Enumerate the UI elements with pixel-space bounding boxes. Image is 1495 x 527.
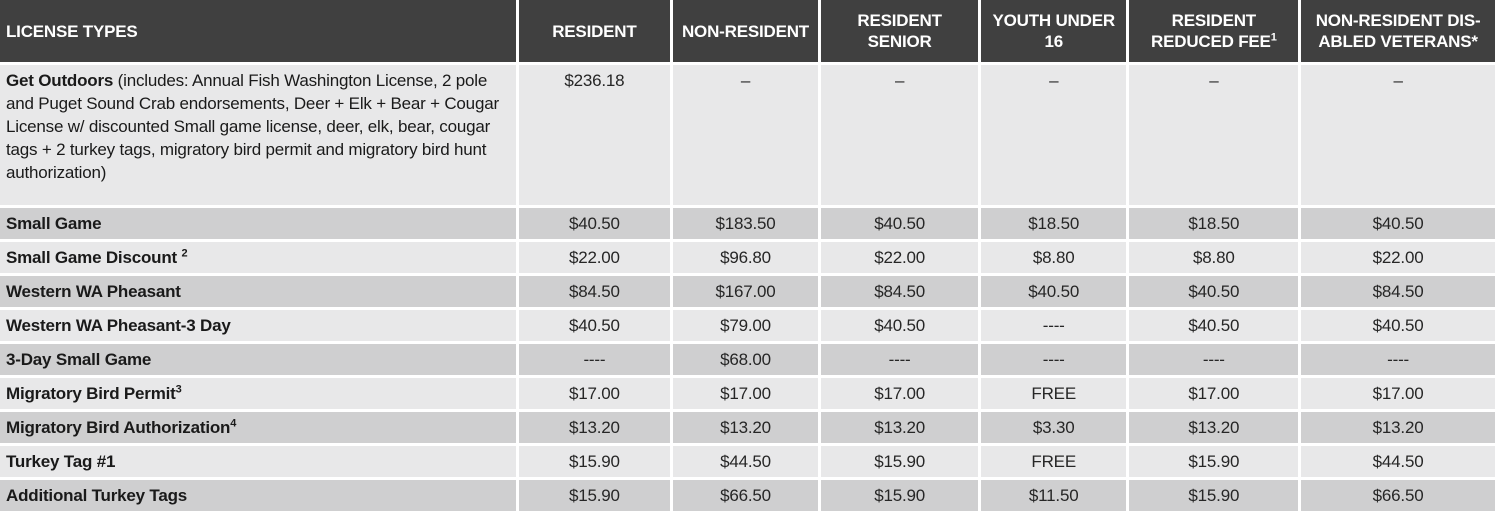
table-cell: ---- — [1301, 344, 1495, 375]
table-cell: $66.50 — [673, 480, 819, 511]
table-cell: $22.00 — [519, 242, 670, 273]
table-cell: $68.00 — [673, 344, 819, 375]
row-label: Migratory Bird Permit$^3$ — [0, 378, 516, 409]
column-header-youth-under-16: YOUTH UNDER 16 — [981, 0, 1127, 62]
table-cell: $66.50 — [1301, 480, 1495, 511]
table-row — [0, 480, 1495, 511]
table-cell: $40.50 — [981, 276, 1127, 307]
table-cell: $183.50 — [673, 208, 819, 239]
table-cell: $40.50 — [1129, 310, 1298, 341]
table-row — [0, 378, 1495, 409]
row-description: (includes: Annual Fish Washington License, 2 pole and Puget Sound Crab endorsements, Deer + Elk + Bear + Cougar License w/ discounted Small game license, deer, elk, bear, cougar tags + 2 turkey tags, migratory bird permit and migratory bird hunt authorization) — [6, 71, 499, 182]
table-cell: $13.20 — [519, 412, 670, 443]
table-row — [0, 310, 1495, 341]
table-cell: $40.50 — [821, 208, 978, 239]
table-cell: $15.90 — [519, 446, 670, 477]
table-row — [0, 208, 1495, 239]
table-row — [0, 276, 1495, 307]
column-header-resident: RESIDENT — [519, 0, 670, 62]
table-cell: $13.20 — [673, 412, 819, 443]
column-header-resident-senior: RESIDENT SENIOR — [821, 0, 978, 62]
table-cell: $13.20 — [1301, 412, 1495, 443]
table-cell: $15.90 — [519, 480, 670, 511]
row-label: Migratory Bird Authorization$^4$ — [0, 412, 516, 443]
table-cell: $8.80 — [981, 242, 1127, 273]
table-cell: ---- — [1129, 344, 1298, 375]
row-label: Additional Turkey Tags — [0, 480, 516, 511]
table-row — [0, 65, 1495, 205]
table-cell: $22.00 — [821, 242, 978, 273]
table-cell: ---- — [981, 344, 1127, 375]
table-cell: $17.00 — [821, 378, 978, 409]
table-cell: – — [673, 65, 819, 205]
table-cell: $96.80 — [673, 242, 819, 273]
row-label: Small Game — [0, 208, 516, 239]
column-header-non-resident-disabled-veterans: NON-RESIDENT DIS-ABLED VETERANS* — [1301, 0, 1495, 62]
column-header-license-types: LICENSE TYPES — [0, 0, 516, 62]
table-cell: $40.50 — [821, 310, 978, 341]
table-cell: $17.00 — [519, 378, 670, 409]
table-cell: ---- — [519, 344, 670, 375]
row-label: Turkey Tag #1 — [0, 446, 516, 477]
table-cell: $40.50 — [1301, 208, 1495, 239]
table-cell: $40.50 — [519, 208, 670, 239]
table-cell: $84.50 — [1301, 276, 1495, 307]
table-cell: – — [981, 65, 1127, 205]
table-cell: ---- — [981, 310, 1127, 341]
table-cell: $15.90 — [821, 446, 978, 477]
table-cell: $15.90 — [821, 480, 978, 511]
table-row — [0, 242, 1495, 273]
table-cell: FREE — [981, 446, 1127, 477]
table-cell: $79.00 — [673, 310, 819, 341]
row-label: Western WA Pheasant — [0, 276, 516, 307]
table-row — [0, 446, 1495, 477]
table-cell: $18.50 — [981, 208, 1127, 239]
table-cell: $17.00 — [1301, 378, 1495, 409]
column-header-non-resident: NON-RESIDENT — [673, 0, 819, 62]
table-cell: $40.50 — [1301, 310, 1495, 341]
table-cell: $11.50 — [981, 480, 1127, 511]
table-cell: $167.00 — [673, 276, 819, 307]
table-cell: $13.20 — [821, 412, 978, 443]
table-cell: $236.18 — [519, 65, 670, 205]
table-cell: $84.50 — [519, 276, 670, 307]
table-cell: $44.50 — [673, 446, 819, 477]
table-cell: $40.50 — [519, 310, 670, 341]
table-cell: $84.50 — [821, 276, 978, 307]
table-cell: – — [1129, 65, 1298, 205]
table-cell: – — [1301, 65, 1495, 205]
row-label: Small Game Discount $^2$ — [0, 242, 516, 273]
table-cell: $40.50 — [1129, 276, 1298, 307]
table-row — [0, 344, 1495, 375]
table-cell: ---- — [821, 344, 978, 375]
table-row — [0, 412, 1495, 443]
table-cell: $17.00 — [673, 378, 819, 409]
table-cell: $18.50 — [1129, 208, 1298, 239]
table-cell: $22.00 — [1301, 242, 1495, 273]
table-cell: FREE — [981, 378, 1127, 409]
row-label: 3-Day Small Game — [0, 344, 516, 375]
table-cell: – — [821, 65, 978, 205]
table-cell: $3.30 — [981, 412, 1127, 443]
table-cell: $15.90 — [1129, 446, 1298, 477]
row-label: Western WA Pheasant-3 Day — [0, 310, 516, 341]
table-cell: $8.80 — [1129, 242, 1298, 273]
table-cell: $17.00 — [1129, 378, 1298, 409]
table-cell: $44.50 — [1301, 446, 1495, 477]
row-label: Get Outdoors (includes: Annual Fish Washington License, 2 pole and Puget Sound Crab endorsements, Deer + Elk + Bear + Cougar License w/ discounted Small game license, deer, elk, bear, cougar tags + 2 turkey tags, migratory bird permit and migratory bird hunt authorization) — [0, 65, 516, 205]
table-cell: $13.20 — [1129, 412, 1298, 443]
table-cell: $15.90 — [1129, 480, 1298, 511]
header-row — [0, 0, 1495, 62]
column-header-resident-reduced-fee: RESIDENT REDUCED FEE$^1$ — [1129, 0, 1298, 62]
